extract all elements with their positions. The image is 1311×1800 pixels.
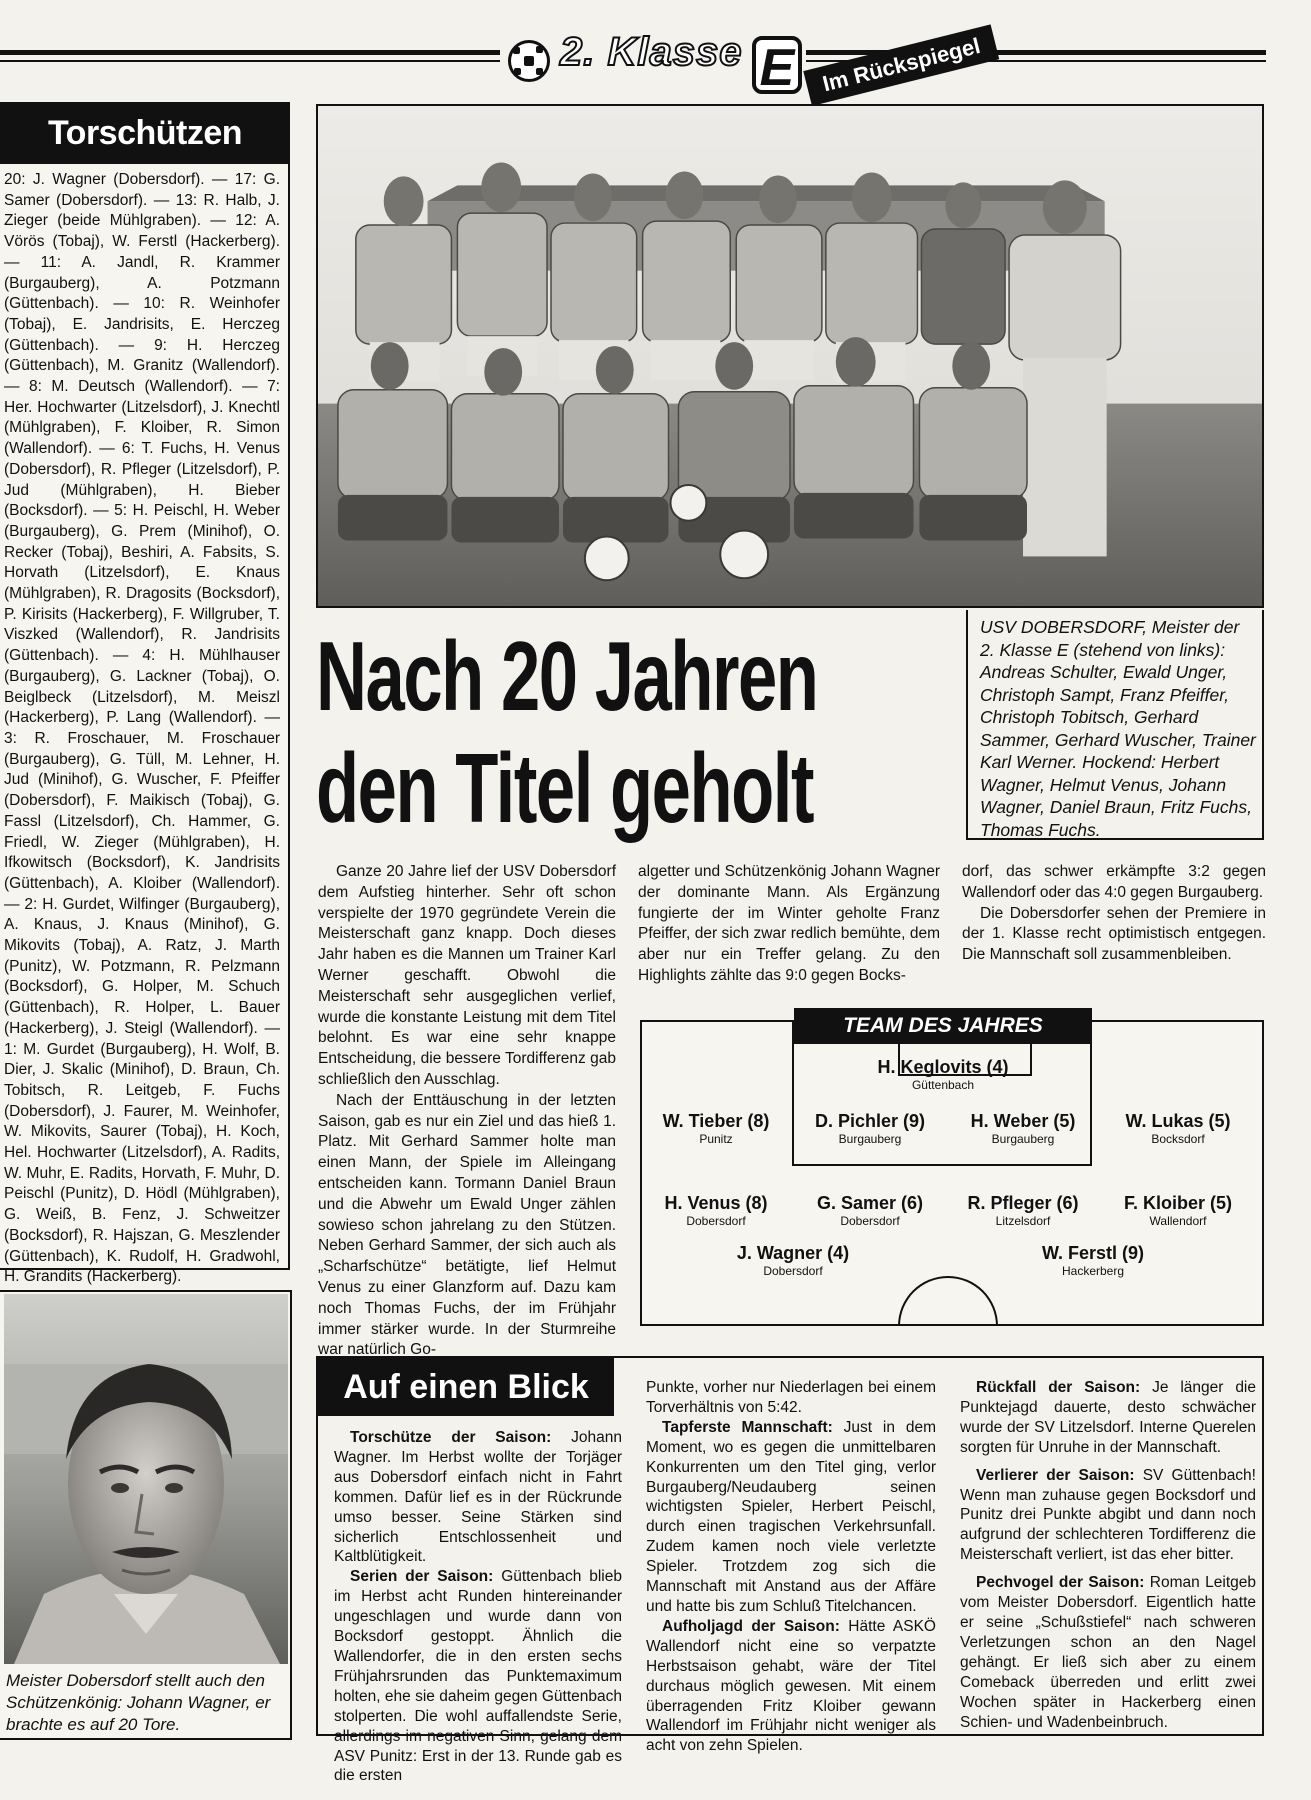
section-letter: E (752, 36, 802, 94)
headline-line-2: den Titel geholt (316, 733, 814, 843)
scorers-list: 20: J. Wagner (Dobersdorf). — 17: G. Samer (Dobersdorf). — 13: R. Halb, J. Zieger (beide Mühlgraben). — 12: A. Vörös (Tobaj), W. Ferstl (Hackerberg). — 11: A. Jandl, R. Krammer (Burgauberg), A. Potzmann (Güttenbach). — 10: R. Weinhofer (Tobaj), E. Jandrisits, E. Herczeg (Güttenbach). — 9: H. Herczeg (Güttenbach), M. Granitz (Wallendorf). — 8: M. Deutsch (Wallendorf). — 7: Her. Hochwarter (Litzelsdorf), J. Knechtl (Mühlgraben), F. Kloiber, R. Simon (Wallendorf). — 6: T. Fuchs, H. Venus (Dobersdorf), R. Pfleger (Litzelsdorf), P. Jud (Mühlgraben), H. Bieber (Bocksdorf). — 5: H. Peischl, H. Weber (Burgauberg), G. Prem (Minihof), O. Recker (Tobaj), Beshiri, A. Fabsits, S. Horvath (Litzelsdorf), E. Knaus (Mühlgraben), R. Dragosits (Bocksdorf), P. Kirisits (Hackerberg), F. Willgruber, T. Viszked (Wallendorf), R. Jandrisits (Güttenbach). — 4: H. Mühlhauser (Burgauberg), G. Lackner (Tobaj), O. Beiglbeck (Litzelsdorf), M. Meiszl (Hackerberg), P. Lang (Wallendorf). — 3: R. Froschauer, M. Froschauer (Burgauberg), G. Tüll, M. Lehner, H. Jud (Minihof), G. Wuscher, F. Pfeiffer (Dobersdorf), F. Maikisch (Tobaj), G. Fassl (Litzelsdorf), Ch. Hammer, G. Friedl, W. Zieger (Mühlgraben), H. Ifkowitsch (Bocksdorf), K. Jandrisits (Güttenbach), A. Kloiber (Wallendorf). — 2: H. Gurdet, Wilfinger (Burgauberg), A. Knaus, J. Knaus (Minihof), G. Mikovits (Tobaj), A. Ratz, J. Marth (Punitz), W. Potzmann, R. Pelzmann (Bocksdorf), G. Holper, M. Schuch (Güttenbach), R. Holper, L. Bauer (Hackerberg), J. Steigl (Wallendorf). — 1: M. Gurdet (Burgauberg), H. Wolf, B. Dier, J. Skalic (Minihof), D. Braun, Ch. Tobitsch, R. Leitgeb, F. Fuchs (Dobersdorf), J. Faurer, M. Weinhofer, W. Mikovits, Saurer (Tobaj), H. Koch, Hel. Hochwarter (Litzelsdorf), A. Radits, W. Muhr, E. Radits, Horvath, F. Muhr, D. Peischl (Punitz), D. Hödl (Mühlgraben), G. Weiß, B. Fenz, J. Schweitzer (Bocksdorf), R. Hajszan, G. Meszlender (Güttenbach), K. Rudolf, H. Gradwohl, H. Grandits (Hackerberg). (4, 171, 280, 1286)
glance-item (960, 1573, 1256, 1732)
player (1088, 1110, 1268, 1146)
glance-item (334, 1567, 622, 1786)
article-column-3 (962, 862, 1266, 966)
glance-item-text: SV Güttenbach! Wenn man zuhause gegen Bocksdorf und Punitz drei Punkte abgibt und dann noch aufgrund der schlechteren Tordifferenz die Meisterschaft verliert, ist das eher bitter. (960, 1466, 1256, 1564)
glance-item-text: Roman Leitgeb vom Meister Dobersdorf. Eigentlich hatte er seine „Schußstiefel“ nach schweren Verletzungen schon an den Nagel gehängt. Er ließ sich aber zu einem Comeback überreden und erlitt zwei Wochen später in Hackerberg einen Schien- und Wadenbeinbruch. (960, 1574, 1256, 1731)
article-column-1 (318, 862, 616, 1361)
glance-item (646, 1378, 936, 1418)
player-club: Dobersdorf (686, 1214, 746, 1228)
player-name: D. Pichler (9) (814, 1111, 926, 1131)
portrait-photo (4, 1294, 288, 1664)
glance-column-1 (334, 1428, 622, 1786)
player (933, 1192, 1113, 1228)
section-title: 2. Klasse (560, 30, 743, 74)
team-of-year-title: TEAM DES JAHRES (794, 1008, 1092, 1044)
glance-item-text: Hätte ASKÖ Wallendorf nicht eine so verpatzte Herbstsaison gehabt, wäre der Titel durchaus möglich gewesen. Mit einem überragenden Fritz Kloiber gewann Wallendorf im Frühjahr nicht weniger als acht von zehn Spielen. (646, 1617, 936, 1755)
portrait-caption: Meister Dobersdorf stellt auch den Schützenkönig: Johann Wagner, er brachte es auf 20 Tore. (6, 1671, 271, 1734)
glance-item-label: Verlierer der Saison: (976, 1466, 1135, 1484)
glance-item-text: Je länger die Punktejagd dauerte, desto schwächer wurde der SV Litzelsdorf. Interne Querelen sorgten für Unruhe in der Mannschaft. (960, 1379, 1257, 1456)
player-club: Dobersdorf (763, 1264, 823, 1278)
player-name: F. Kloiber (5) (1123, 1193, 1232, 1213)
player-club: Wallendorf (1149, 1214, 1207, 1228)
article-paragraph: dorf, das schwer erkämpfte 3:2 gegen Wallendorf oder das 4:0 gegen Burgauberg. (962, 863, 1266, 901)
header-rule-left-thin (0, 60, 500, 62)
article-column-2 (638, 862, 940, 987)
glance-item-label: Rückfall der Saison: (976, 1379, 1141, 1396)
team-photo-caption: USV DOBERSDORF, Meister der 2. Klasse E (stehend von links): Andreas Schulter, Ewald Unger, Christoph Sampt, Franz Pfeiffer, Christoph Tobitsch, Gerhard Sammer, Gerhard Wuscher, Trainer Karl Werner. Hockend: Herbert Wagner, Helmut Venus, Johann Wagner, Daniel Braun, Fritz Fuchs, Thomas Fuchs. (980, 617, 1256, 840)
player-name: J. Wagner (4) (736, 1243, 850, 1263)
player-name: H. Venus (8) (664, 1193, 768, 1213)
glance-item-label: Pechvogel der Saison: (976, 1574, 1145, 1592)
player-club: Burgauberg (991, 1132, 1055, 1146)
headline-line-1: Nach 20 Jahren (316, 621, 818, 731)
player (703, 1242, 883, 1278)
player-club: Dobersdorf (840, 1214, 900, 1228)
glance-item-label: Serien der Saison: (350, 1568, 494, 1586)
glance-item-text: Punkte, vorher nur Niederlagen bei einem Torverhältnis von 5:42. (646, 1379, 936, 1416)
player-name: W. Ferstl (9) (1041, 1243, 1144, 1263)
glance-column-3 (960, 1378, 1256, 1732)
article-paragraph: Die Dobersdorfer sehen der Premiere in der 1. Klasse recht optimistisch entgegen. Die Mannschaft soll zusammenbleiben. (962, 904, 1266, 964)
glance-item (334, 1428, 622, 1567)
glance-item-label: Tapferste Mannschaft: (662, 1418, 833, 1436)
header-rule-left (0, 50, 500, 55)
player-club: Güttenbach (911, 1078, 975, 1092)
article-paragraph: Ganze 20 Jahre lief der USV Dobersdorf dem Aufstieg hinterher. Sehr oft schon verspielte der 1970 gegründete Verein die Meisterschaft ganz knapp. Doch dieses Jahr haben es die Mannen um Trainer Karl Werner geschafft. Obwohl die Meisterschaft sehr ausgeglichen verlief, wurde die konstante Leistung mit dem Titel belohnt. Es war eine sehr knappe Entscheidung, die bessere Tordifferenz gab schließlich den Ausschlag. (318, 863, 616, 1088)
player-goalkeeper (853, 1056, 1033, 1092)
player-name: R. Pfleger (6) (967, 1193, 1079, 1213)
player-name: W. Tieber (8) (662, 1111, 770, 1131)
glance-item-label: Torschütze der Saison: (350, 1429, 552, 1446)
article-paragraph: Nach der Enttäuschung in der letzten Saison, gab es nur ein Ziel und das hieß 1. Platz. Mit Gerhard Sammer holte man einen Mann, der Spiele im Alleingang entscheiden kann. Tormann Daniel Braun und die Abwehr um Ewald Unger zählen sowieso schon jahrelang zu den Stützen. Neben Gerhard Sammer, der sich auch als „Scharfschütze“ betätigte, lief Helmut Venus zu einer Glanzform auf. Dazu kam noch Thomas Fuchs, der im Frühjahr immer stärker wurde. In der Sturmreihe war natürlich Go- (318, 1091, 616, 1359)
player-club: Hackerberg (1061, 1264, 1125, 1278)
glance-item-text: Just in dem Moment, wo es gegen die unmittelbaren Konkurrenten um den Titel ging, verlor Burgauberg/Neudauberg seinen wichtigsten Spieler, Herbert Peischl, durch einen tragischen Verkehrsunfall. Zudem kamen noch viele verletzte Spieler. Trotzdem zog sich die Mannschaft mit Anstand aus der Affäre und hatte bis zum Schluß Titelchancen. (646, 1418, 936, 1615)
glance-item-label: Aufholjagd der Saison: (662, 1617, 840, 1635)
player (1003, 1242, 1183, 1278)
player-club: Burgauberg (838, 1132, 902, 1146)
glance-heading: Auf einen Blick (318, 1358, 614, 1416)
player (1088, 1192, 1268, 1228)
glance-column-2 (646, 1378, 936, 1756)
glance-item-text: Johann Wagner. Im Herbst wollte der Torjäger aus Dobersdorf einfach nicht in Fahrt kommen. Dafür lief es in der Rückrunde umso besser. Seine Stärken sind sicherlich Entschlossenheit und Kaltblütigkeit. (334, 1429, 622, 1566)
scorers-heading: Torschützen (0, 102, 290, 164)
banner-im-rueckspiegel: Im Rückspiegel (803, 24, 999, 106)
team-photo (316, 104, 1264, 608)
glance-item (960, 1378, 1256, 1458)
glance-item (646, 1617, 936, 1756)
player (626, 1192, 806, 1228)
player-club: Bocksdorf (1151, 1132, 1205, 1146)
player (626, 1110, 806, 1146)
player-name: G. Samer (6) (816, 1193, 924, 1213)
player-name: W. Lukas (5) (1125, 1111, 1231, 1131)
player-name: H. Weber (5) (970, 1111, 1076, 1131)
glance-item-text: Güttenbach blieb im Herbst acht Runden hintereinander ungeschlagen und wurde dann von Bocksdorf gestoppt. Ähnlich die Wallendorfer, die in den ersten sechs Frühjahrsrunden das Punktemaximum holten, ehe sie daheim gegen Güttenbach stolperten. Die wohl auffallendste Serie, allerdings im negativen Sinn, gelang dem ASV Punitz: Erst in der 13. Runde gab es die ersten (334, 1568, 622, 1785)
player (933, 1110, 1113, 1146)
article-paragraph: algetter und Schützenkönig Johann Wagner der dominante Mann. Als Ergänzung fungierte der im Winter geholte Franz Pfeiffer, der sich zwar redlich bemühte, dem aber nur ein Treffer gelang. Zu den Highlights zählte das 9:0 gegen Bocks- (638, 863, 940, 984)
football-icon (508, 40, 550, 82)
glance-item (646, 1418, 936, 1617)
player-name: H. Keglovits (4) (877, 1057, 1009, 1077)
glance-item (960, 1466, 1256, 1566)
player-club: Punitz (699, 1132, 733, 1146)
player-club: Litzelsdorf (995, 1214, 1051, 1228)
